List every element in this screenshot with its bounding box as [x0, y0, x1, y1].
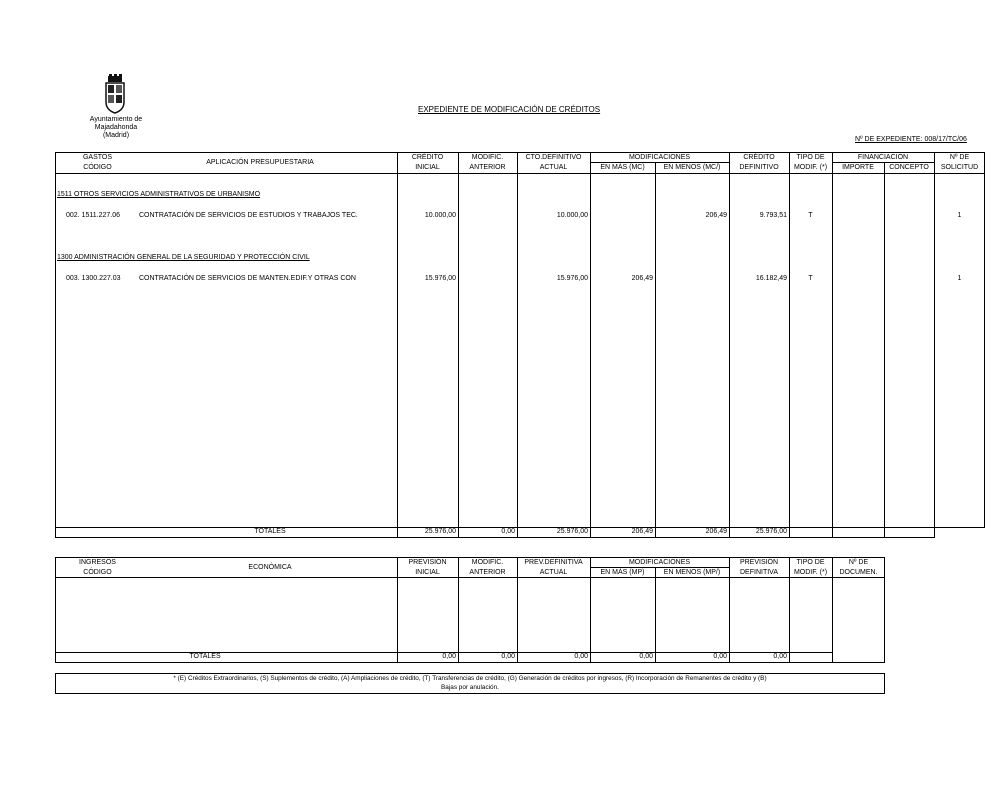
col-modif-anterior-header-2: ANTERIOR — [469, 569, 506, 576]
footnote-line-2: Bajas por anulación. — [441, 684, 499, 691]
totals-prevision-inicial: 0,00 — [442, 653, 456, 660]
col-en-menos-header: EN MENOS (MP/) — [663, 569, 721, 576]
col-credito-inicial-header-2: INICIAL — [415, 164, 440, 171]
row-en-mas: 206,49 — [631, 275, 653, 282]
col-economica-header: ECONÓMICA — [248, 564, 292, 571]
col-gastos-header: GASTOS — [82, 154, 113, 161]
col-prevision-definitiva-header-2: DEFINITIVA — [740, 569, 778, 576]
expediente-label: Nº DE EXPEDIENTE: — [855, 136, 923, 143]
col-financiacion-header: FINANCIACIÓN — [857, 154, 909, 161]
col-documento-header-2: DOCUMEN. — [839, 569, 878, 576]
col-prevision-inicial-header-2: INICIAL — [415, 569, 440, 576]
row-cto-definitivo: 15.976,00 — [556, 275, 588, 282]
totals-en-mas: 206,49 — [631, 528, 653, 535]
col-codigo-header: CÓDIGO — [83, 569, 112, 576]
row-credito-definitivo: 9.793,51 — [759, 212, 787, 219]
row-code: 003. 1300.227.03 — [66, 275, 121, 282]
row-credito-inicial: 10.000,00 — [424, 212, 456, 219]
totals-en-menos: 0,00 — [713, 653, 727, 660]
col-importe-header: IMPORTE — [842, 164, 874, 171]
col-prev-definitiva-actual-header-2: ACTUAL — [539, 569, 568, 576]
totals-label: TOTALES — [189, 653, 221, 660]
col-en-mas-header: EN MÁS (MP) — [600, 569, 645, 576]
totals-en-menos: 206,49 — [705, 528, 727, 535]
document-title: EXPEDIENTE DE MODIFICACIÓN DE CRÉDITOS — [418, 105, 601, 114]
expediente-value: 008/17/TC/06 — [924, 136, 967, 143]
section-heading: 1511 OTROS SERVICIOS ADMINISTRATIVOS DE URBANISMO — [57, 191, 261, 198]
row-credito-definitivo: 16.182,49 — [755, 275, 787, 282]
expediente-number — [855, 136, 967, 143]
org-line-2: Majadahonda — [94, 124, 138, 131]
col-credito-definitivo-header-1: CRÉDITO — [743, 154, 775, 161]
row-code: 002. 1511.227.06 — [66, 212, 120, 219]
row-cto-definitivo: 10.000,00 — [556, 212, 588, 219]
col-credito-inicial-header-1: CRÉDITO — [411, 154, 444, 161]
totals-prev-definitiva-actual: 0,00 — [574, 653, 588, 660]
col-modificaciones-header: MODIFICACIONES — [628, 559, 691, 566]
col-documento-header-1: Nº DE — [848, 559, 869, 566]
totals-cto-definitivo: 25.976,00 — [556, 528, 588, 535]
row-description: CONTRATACIÓN DE SERVICIOS DE MANTEN.EDIF.Y OTRAS CON — [139, 275, 356, 282]
totals-modif-anterior: 0,00 — [501, 528, 515, 535]
col-codigo-header: CÓDIGO — [83, 164, 112, 171]
totals-prevision-definitiva: 0,00 — [773, 653, 787, 660]
col-en-menos-header: EN MENOS (MC/) — [663, 164, 721, 171]
row-solicitud: 1 — [957, 212, 962, 219]
col-modif-anterior-header-2: ANTERIOR — [469, 164, 506, 171]
row-description: CONTRATACIÓN DE SERVICIOS DE ESTUDIOS Y TRABAJOS TEC. — [139, 212, 358, 219]
row-tipo: T — [808, 275, 813, 282]
row-en-menos: 206,49 — [705, 212, 727, 219]
col-ingresos-header: INGRESOS — [79, 559, 116, 566]
col-prev-definitiva-actual-header-1: PREV.DEFINITIVA — [524, 559, 583, 566]
col-en-mas-header: EN MÁS (MC) — [600, 164, 645, 171]
footnote-line-1: * (E) Créditos Extraordinarios, (S) Suplementos de crédito, (A) Ampliaciones de crédito, (T) Transferencias de crédito, (G) Generación de créditos por ingresos, (R) Incorporación de Remanentes de crédito y (B) — [173, 675, 767, 682]
totals-credito-definitivo: 25.976,00 — [755, 528, 787, 535]
row-credito-inicial: 15.976,00 — [424, 275, 456, 282]
totals-label: TOTALES — [254, 528, 286, 535]
col-tipo-modif-header-1: TIPO DE — [796, 559, 825, 566]
col-solicitud-header-2: SOLICITUD — [940, 164, 979, 171]
section-heading: 1300 ADMINISTRACIÓN GENERAL DE LA SEGURIDAD Y PROTECCIÓN CIVIL — [57, 254, 310, 261]
totals-en-mas: 0,00 — [639, 653, 653, 660]
row-solicitud: 1 — [957, 275, 962, 282]
col-modif-anterior-header-1: MODIFIC. — [471, 559, 504, 566]
totals-credito-inicial: 25.976,00 — [424, 528, 456, 535]
municipal-coat-of-arms-logo — [96, 74, 134, 114]
col-modificaciones-header: MODIFICACIONES — [628, 154, 691, 161]
col-credito-definitivo-header-2: DEFINITIVO — [739, 164, 779, 171]
organization-name — [76, 116, 156, 140]
col-prevision-inicial-header-1: PREVISIÓN — [408, 559, 447, 566]
gastos-table-border — [55, 152, 985, 528]
totals-modif-anterior: 0,00 — [501, 653, 515, 660]
col-aplicacion-header: APLICACIÓN PRESUPUESTARIA — [206, 159, 314, 166]
col-modif-anterior-header-1: MODIFIC. — [471, 154, 504, 161]
col-cto-definitivo-header-1: CTO.DEFINITIVO — [525, 154, 582, 161]
org-line-1: Ayuntamiento de — [89, 116, 143, 123]
col-solicitud-header-1: Nº DE — [949, 154, 970, 161]
row-tipo: T — [808, 212, 813, 219]
col-prevision-definitiva-header-1: PREVISIÓN — [739, 559, 779, 566]
org-line-3: (Madrid) — [102, 132, 130, 139]
col-tipo-modif-header-1: TIPO DE — [796, 154, 825, 161]
col-cto-definitivo-header-2: ACTUAL — [539, 164, 568, 171]
col-tipo-modif-header-2: MODIF. (*) — [793, 164, 828, 171]
footnote — [55, 674, 885, 692]
col-concepto-header: CONCEPTO — [889, 164, 929, 171]
col-tipo-modif-header-2: MODIF. (*) — [793, 569, 828, 576]
